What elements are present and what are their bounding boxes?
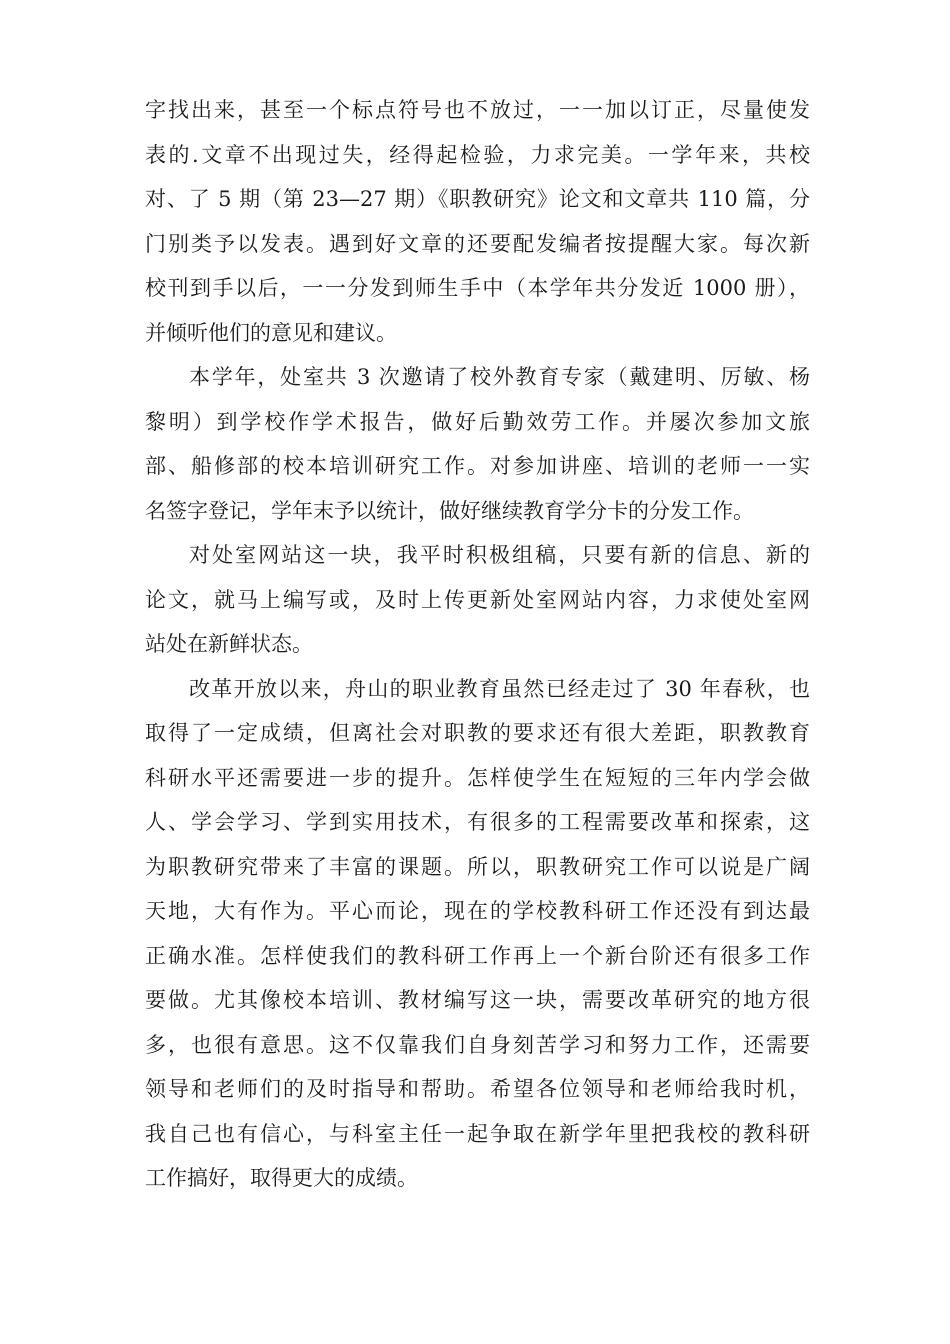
text-line: 对处室网站这一块，我平时积极组稿，只要有新的信息、新的 <box>189 543 810 567</box>
text-line: 领导和老师们的及时指导和帮助。希望各位领导和老师给我时机， <box>145 1077 810 1101</box>
text-line: 并倾听他们的意见和建议。 <box>145 320 397 345</box>
text-line: 对、了 5 期（第 23—27 期）《职教研究》论文和文章共 110 篇，分 <box>145 187 810 211</box>
text-line: 取得了一定成绩，但离社会对职教的要求还有很大差距，职教教育 <box>145 721 810 745</box>
text-line: 黎明）到学校作学术报告，做好后勤效劳工作。并屡次参加文旅 <box>145 409 810 434</box>
text-line: 论文，就马上编写或，及时上传更新处室网站内容，力求使处室网 <box>145 587 810 612</box>
text-line: 要做。尤其像校本培训、教材编写这一块，需要改革研究的地方很 <box>145 988 810 1012</box>
text-line: 工作搞好，取得更大的成绩。 <box>145 1166 418 1190</box>
text-line: 校刊到手以后，一一分发到师生手中（本学年共分发近 1000 册）， <box>145 276 810 300</box>
text-line: 改革开放以来，舟山的职业教育虽然已经走过了 30 年春秋，也 <box>189 676 810 701</box>
paragraph-2 <box>145 355 810 533</box>
text-line: 我自己也有信心，与科室主任一起争取在新学年里把我校的教科研 <box>145 1121 810 1146</box>
text-line: 人、学会学习、学到实用技术，有很多的工程需要改革和探索，这 <box>145 810 810 834</box>
text-line: 正确水准。怎样使我们的教科研工作再上一个新台阶还有很多工作 <box>145 943 810 968</box>
text-line: 天地，大有作为。平心而论，现在的学校教科研工作还没有到达最 <box>145 899 810 923</box>
text-line: 门别类予以发表。遇到好文章的还要配发编者按提醒大家。每次新 <box>145 231 810 256</box>
text-line: 字找出来，甚至一个标点符号也不放过，一一加以订正，尽量使发 <box>145 98 810 122</box>
text-line: 部、船修部的校本培训研究工作。对参加讲座、培训的老师一一实 <box>145 454 810 478</box>
text-line: 名签字登记，学年末予以统计，做好继续教育学分卡的分发工作。 <box>145 498 754 523</box>
text-line: 本学年，处室共 3 次邀请了校外教育专家（戴建明、厉敏、杨 <box>189 365 810 389</box>
paragraph-4 <box>145 667 810 1201</box>
text-line: 站处在新鲜状态。 <box>145 632 313 656</box>
text-line: 科研水平还需要进一步的提升。怎样使学生在短短的三年内学会做 <box>145 765 810 790</box>
document-body <box>145 88 810 1201</box>
paragraph-1 <box>145 88 810 355</box>
text-line: 多，也很有意思。这不仅靠我们自身刻苦学习和努力工作，还需要 <box>145 1032 810 1057</box>
text-line: 为职教研究带来了丰富的课题。所以，职教研究工作可以说是广阔 <box>145 854 810 879</box>
paragraph-3 <box>145 533 810 667</box>
text-line: 表的.文章不出现过失，经得起检验，力求完美。一学年来，共校 <box>145 142 810 167</box>
